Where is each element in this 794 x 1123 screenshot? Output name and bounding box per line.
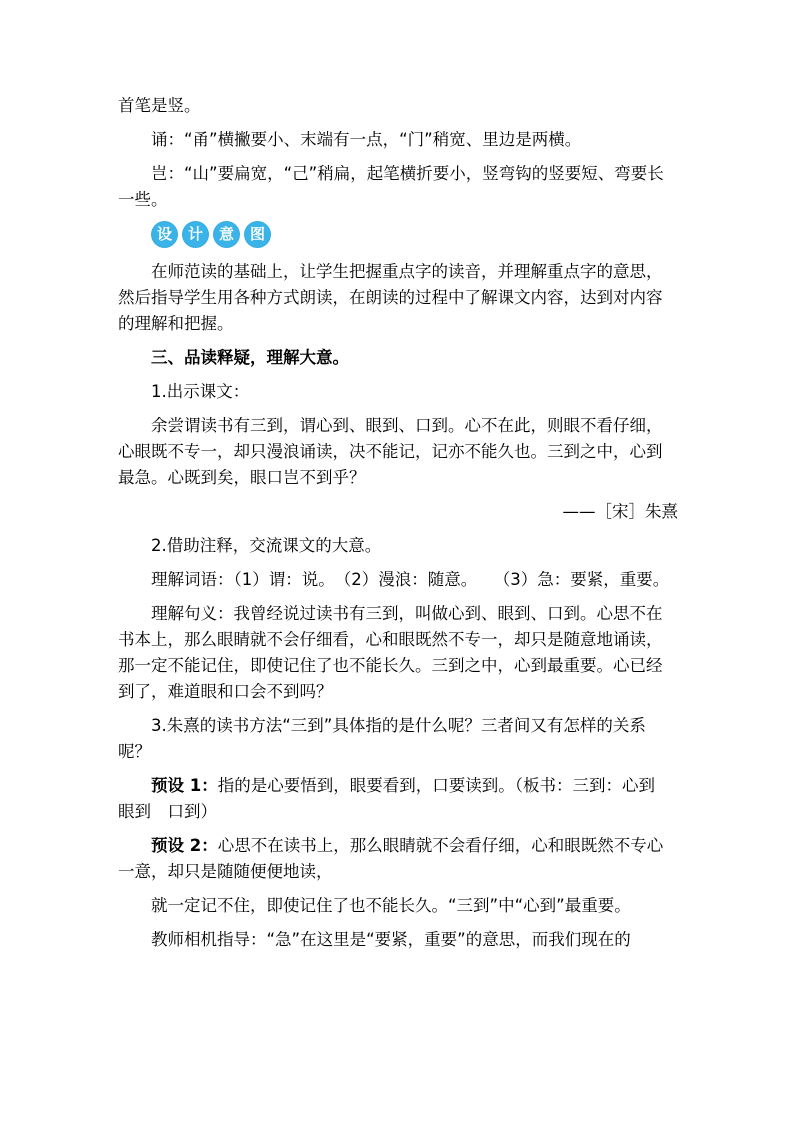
preset-1-paragraph xyxy=(118,773,678,825)
word-explanations: 理解词语：（1）谓：说。 （2）漫浪：随意。 （3）急：要紧，重要。 xyxy=(151,570,670,589)
author-attribution: ——［宋］朱熹 xyxy=(562,502,678,521)
paragraph-line-1: 首笔是竖。 xyxy=(118,96,201,115)
preset-1-label: 预设 1： xyxy=(151,776,218,795)
design-intent-badge-1: 设 xyxy=(151,221,178,248)
teacher-guidance: 教师相机指导：“急”在这里是“要紧，重要”的意思，而我们现在的 xyxy=(151,930,631,949)
classical-text-paragraph: 余尝谓读书有三到，谓心到、眼到、口到。心不在此，则眼不看仔细，心眼既不专一，却只漫浪诵读，决不能记，记亦不能久也。三到之中，心到最急。心既到矣，眼口岂不到乎？ xyxy=(118,416,663,487)
item-2: 2.借助注释，交流课文的大意。 xyxy=(151,536,382,555)
item-1: 1.出示课文： xyxy=(151,382,250,401)
preset-2-paragraph xyxy=(118,833,678,885)
design-intent-badge-3: 意 xyxy=(213,221,240,248)
design-intent-paragraph: 在师范读的基础上，让学生把握重点字的读音，并理解重点字的意思，然后指导学生用各种方式朗读，在朗读的过程中了解课文内容，达到对内容的理解和把握。 xyxy=(118,262,663,333)
section-3-title: 三、品读释疑，理解大意。 xyxy=(151,348,349,367)
preset-2-text: 心思不在读书上，那么眼睛就不会看仔细，心和眼既然不专心一意，却只是随随便便地读， xyxy=(118,836,664,881)
preset-1-text: 指的是心要悟到，眼要看到，口要读到。（板书：三到：心到 眼到 口到） xyxy=(118,776,672,821)
preset-2-label: 预设 2： xyxy=(151,836,218,855)
sentence-explanation: 理解句义：我曾经说过读书有三到，叫做心到、眼到、口到。心思不在书本上，那么眼睛就不会仔细看，心和眼既然不专一，却只是随意地诵读，那一定不能记住，即使记住了也不能长久。三到之中，心到最重要。心已经到了，难道眼和口会不到吗？ xyxy=(118,604,663,701)
preset-2-continuation: 就一定记不住，即使记住了也不能长久。“三到”中“心到”最重要。 xyxy=(151,896,631,915)
item-3: 3.朱熹的读书方法“三到”具体指的是什么呢？三者间又有怎样的关系呢？ xyxy=(118,716,646,761)
design-intent-heading xyxy=(151,221,678,251)
document-body xyxy=(118,93,678,961)
paragraph-qi-stroke: 岂：“山”要扁宽，“己”稍扁，起笔横折要小，竖弯钩的竖要短、弯要长一些。 xyxy=(118,164,664,209)
design-intent-badge-4: 图 xyxy=(244,221,271,248)
design-intent-badge-2: 计 xyxy=(182,221,209,248)
paragraph-yong-stroke: 诵：“甬”横撇要小、末端有一点，“门”稍宽、里边是两横。 xyxy=(151,130,582,149)
